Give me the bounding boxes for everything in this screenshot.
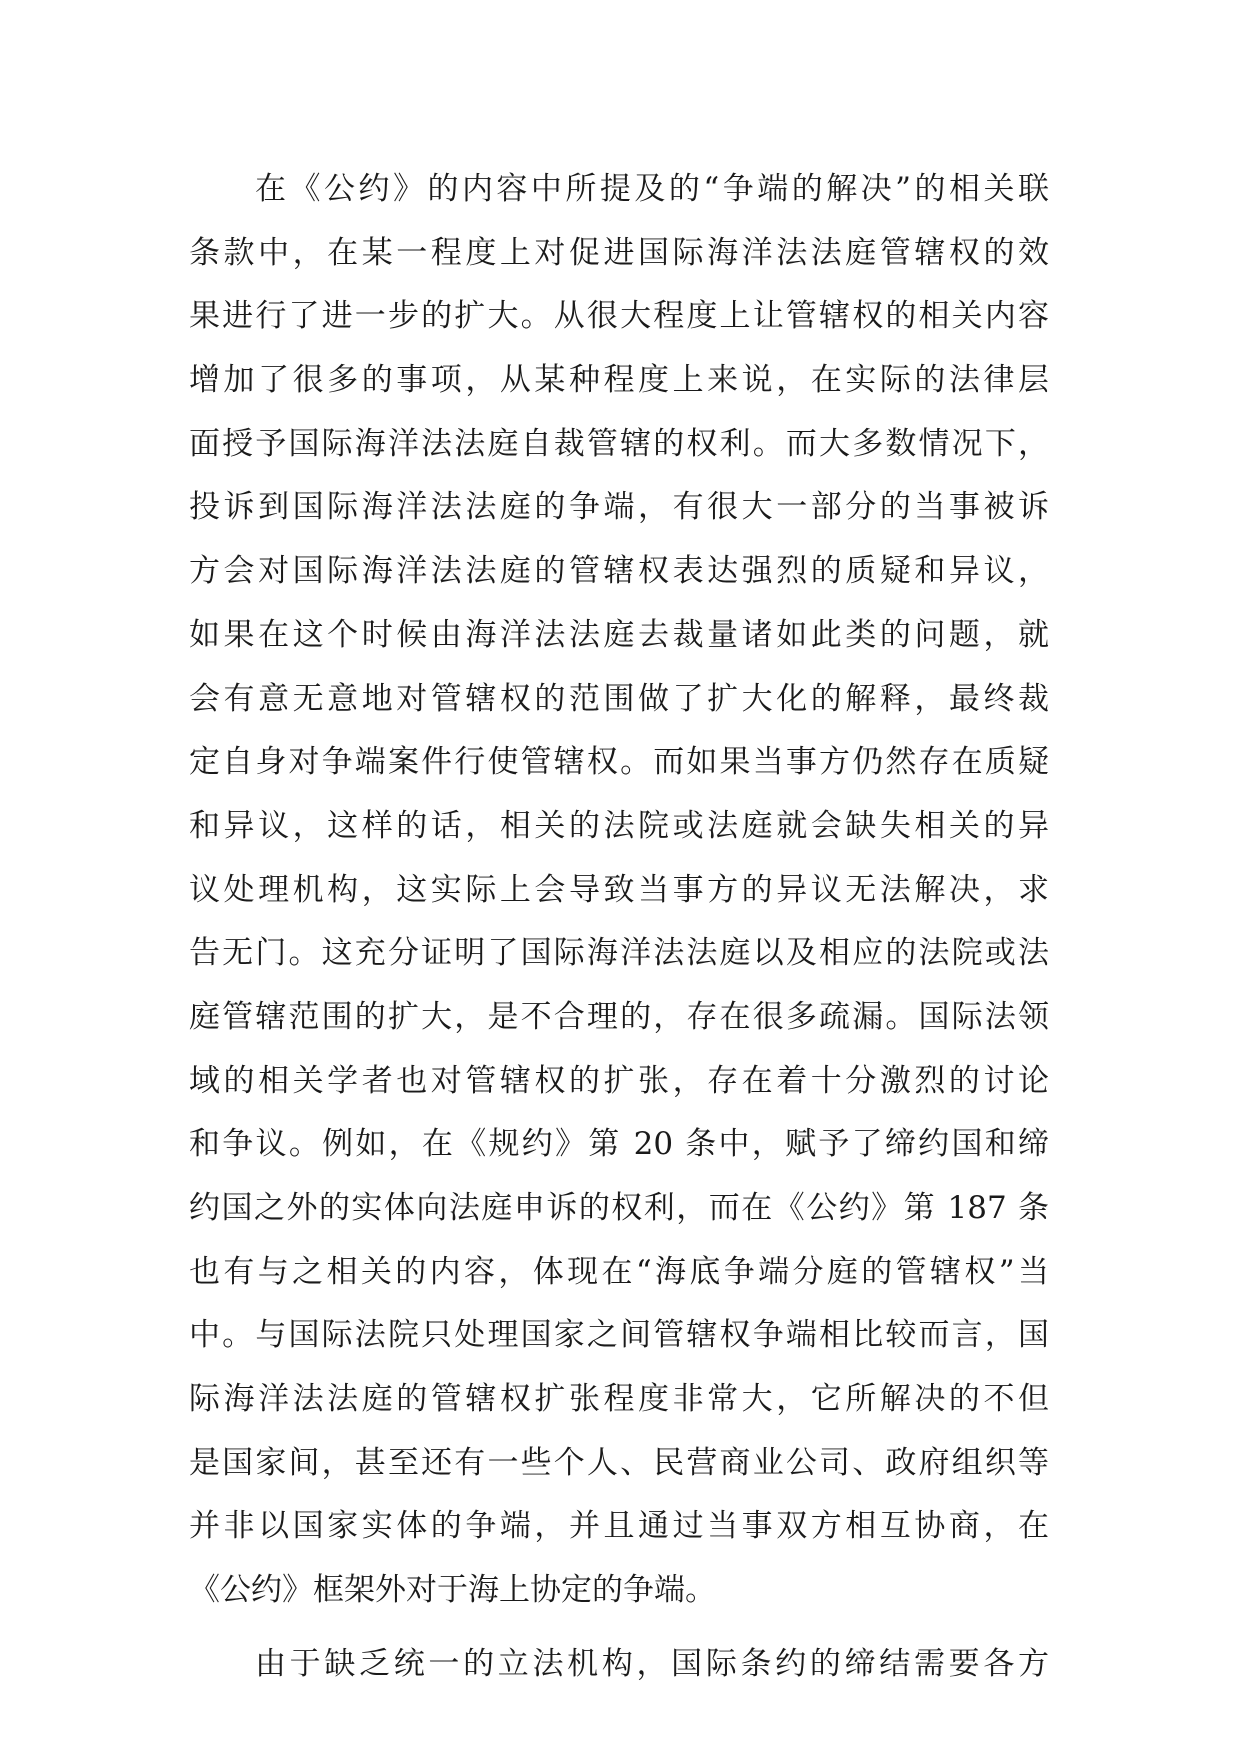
text-line: 增加了很多的事项，从某种程度上来说，在实际的法律层 bbox=[189, 362, 1049, 399]
text-line: 条款中，在某一程度上对促进国际海洋法法庭管辖权的效 bbox=[189, 234, 1049, 271]
text-line: 议处理机构，这实际上会导致当事方的异议无法解决，求 bbox=[189, 871, 1049, 908]
text-line: 庭管辖范围的扩大，是不合理的，存在很多疏漏。国际法领 bbox=[189, 998, 1049, 1035]
text-line: 会有意无意地对管辖权的范围做了扩大化的解释，最终裁 bbox=[189, 680, 1049, 717]
text-line: 中。与国际法院只处理国家之间管辖权争端相比较而言，国 bbox=[189, 1317, 1049, 1354]
text-line: 面授予国际海洋法法庭自裁管辖的权利。而大多数情况下， bbox=[189, 425, 1049, 462]
text-line: 如果在这个时候由海洋法法庭去裁量诸如此类的问题，就 bbox=[189, 616, 1049, 653]
text-line: 由于缺乏统一的立法机构，国际条约的缔结需要各方 bbox=[255, 1645, 1049, 1682]
text-line: 告无门。这充分证明了国际海洋法法庭以及相应的法院或法 bbox=[189, 935, 1049, 972]
text-line: 果进行了进一步的扩大。从很大程度上让管辖权的相关内容 bbox=[189, 298, 1049, 335]
text-line: 际海洋法法庭的管辖权扩张程度非常大，它所解决的不但 bbox=[189, 1381, 1049, 1418]
text-line: 并非以国家实体的争端，并且通过当事双方相互协商，在 bbox=[189, 1508, 1049, 1545]
text-line: 域的相关学者也对管辖权的扩张，存在着十分激烈的讨论 bbox=[189, 1062, 1049, 1099]
text-line: 是国家间，甚至还有一些个人、民营商业公司、政府组织等 bbox=[189, 1444, 1049, 1481]
paragraph-1 bbox=[189, 158, 1049, 1623]
text-line: 也有与之相关的内容，体现在“海底争端分庭的管辖权”当 bbox=[189, 1253, 1049, 1290]
text-line: 在《公约》的内容中所提及的“争端的解决”的相关联 bbox=[255, 171, 1049, 207]
text-line: 和异议，这样的话，相关的法院或法庭就会缺失相关的异 bbox=[189, 807, 1049, 844]
paragraph-gap bbox=[189, 1623, 1049, 1633]
text-line: 《公约》框架外对于海上协定的争端。 bbox=[189, 1572, 716, 1609]
body-text bbox=[189, 158, 1049, 1697]
text-line: 约国之外的实体向法庭申诉的权利，而在《公约》第 187 条 bbox=[189, 1190, 1049, 1226]
text-line: 和争议。例如，在《规约》第 20 条中，赋予了缔约国和缔 bbox=[189, 1126, 1049, 1163]
text-line: 定自身对争端案件行使管辖权。而如果当事方仍然存在质疑 bbox=[189, 744, 1049, 781]
text-line: 方会对国际海洋法法庭的管辖权表达强烈的质疑和异议， bbox=[189, 553, 1049, 590]
text-line: 投诉到国际海洋法法庭的争端，有很大一部分的当事被诉 bbox=[189, 489, 1049, 526]
paragraph-2 bbox=[189, 1633, 1049, 1697]
